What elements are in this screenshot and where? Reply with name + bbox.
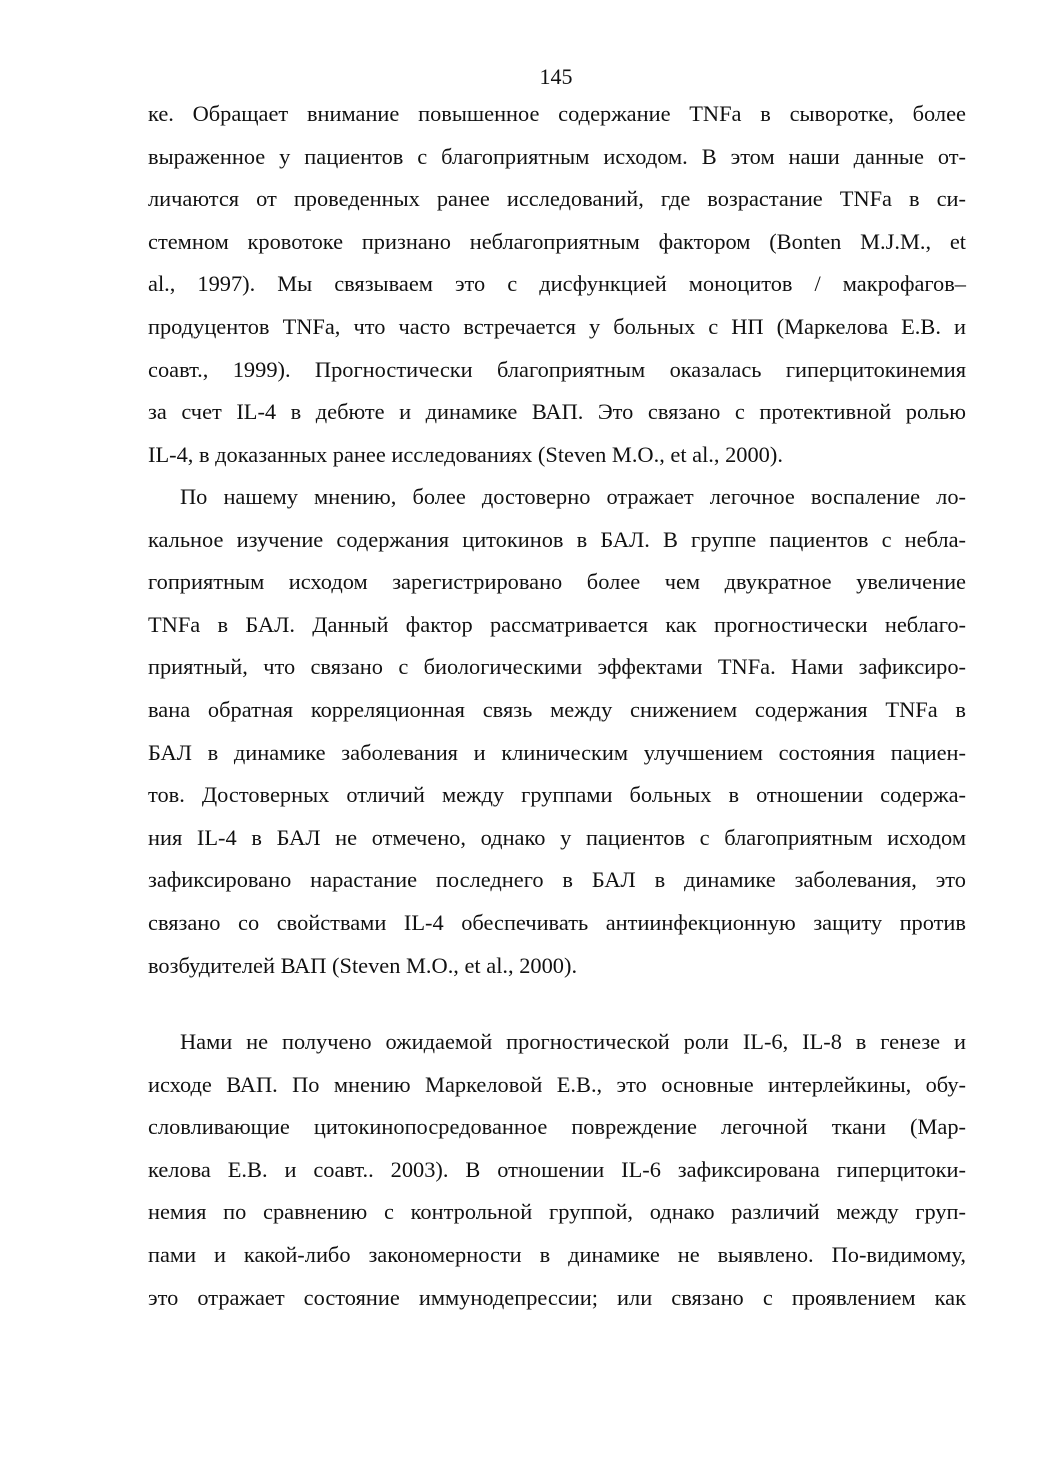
text-line: личаются от проведенных ранее исследований, где возрастание TNFa в си- xyxy=(148,186,966,212)
text-line: исходе ВАП. По мнению Маркеловой Е.В., это основные интерлейкины, обу- xyxy=(148,1071,966,1097)
text-line: ке. Обращает внимание повышенное содержание TNFa в сыворотке, более xyxy=(148,101,966,126)
text-line: выраженное у пациентов с благоприятным исходом. В этом наши данные от- xyxy=(148,143,966,169)
text-line: за счет IL-4 в дебюте и динамике ВАП. Это связано с протективной ролью xyxy=(148,399,966,425)
text-line: приятный, что связано с биологическими эффектами TNFa. Нами зафиксиро- xyxy=(148,654,966,680)
text-line: гоприятным исходом зарегистрировано более чем двукратное увеличение xyxy=(148,569,966,595)
text-line: немия по сравнению с контрольной группой, однако различий между груп- xyxy=(148,1199,966,1225)
text-line: зафиксировано нарастание последнего в БАЛ в динамике заболевания, это xyxy=(148,867,966,893)
text-line: TNFa в БАЛ. Данный фактор рассматривается как прогностически неблаго- xyxy=(148,611,966,637)
text-line: словливающие цитокинопосредованное повреждение легочной ткани (Мар- xyxy=(148,1114,966,1140)
text-line: пами и какой-либо закономерности в динамике не выявлено. По-видимому, xyxy=(148,1241,966,1267)
text-line: продуцентов TNFa, что часто встречается у больных с НП (Маркелова Е.В. и xyxy=(148,313,966,339)
text-line: соавт., 1999). Прогностически благоприятным оказалась гиперцитокинемия xyxy=(148,356,966,382)
paragraph-bal-cytokines xyxy=(148,476,966,987)
text-line: Нами не получено ожидаемой прогностической роли IL-6, IL-8 в генезе и xyxy=(180,1029,966,1054)
text-line: БАЛ в динамике заболевания и клиническим улучшением состояния пациен- xyxy=(148,739,966,765)
text-line: По нашему мнению, более достоверно отражает легочное воспаление ло- xyxy=(180,484,966,509)
text-line: связано со свойствами IL-4 обеспечивать антиинфекционную защиту против xyxy=(148,909,966,935)
text-line: келова Е.В. и соавт.. 2003). В отношении IL-6 зафиксирована гиперцитоки- xyxy=(148,1156,966,1182)
text-line: вана обратная корреляционная связь между снижением содержания TNFa в xyxy=(148,696,966,722)
text-line: кальное изучение содержания цитокинов в БАЛ. В группе пациентов с небла- xyxy=(148,526,966,552)
paragraph-il6-il8 xyxy=(148,1021,966,1319)
paragraph-continuation xyxy=(148,93,966,476)
text-line: IL-4, в доказанных ранее исследованиях (Steven M.O., et al., 2000). xyxy=(148,441,783,467)
page-number: 145 xyxy=(539,64,573,89)
text-line: стемном кровотоке признано неблагоприятным фактором (Bonten M.J.M., et xyxy=(148,228,966,254)
text-line: ния IL-4 в БАЛ не отмечено, однако у пациентов с благоприятным исходом xyxy=(148,824,966,850)
text-line: это отражает состояние иммунодепрессии; или связано с проявлением как xyxy=(148,1284,966,1310)
text-line: возбудителей ВАП (Steven M.O., et al., 2000). xyxy=(148,952,578,978)
text-line: al., 1997). Мы связываем это с дисфункцией моноцитов / макрофагов– xyxy=(148,271,966,297)
text-line: тов. Достоверных отличий между группами больных в отношении содержа- xyxy=(148,782,966,808)
